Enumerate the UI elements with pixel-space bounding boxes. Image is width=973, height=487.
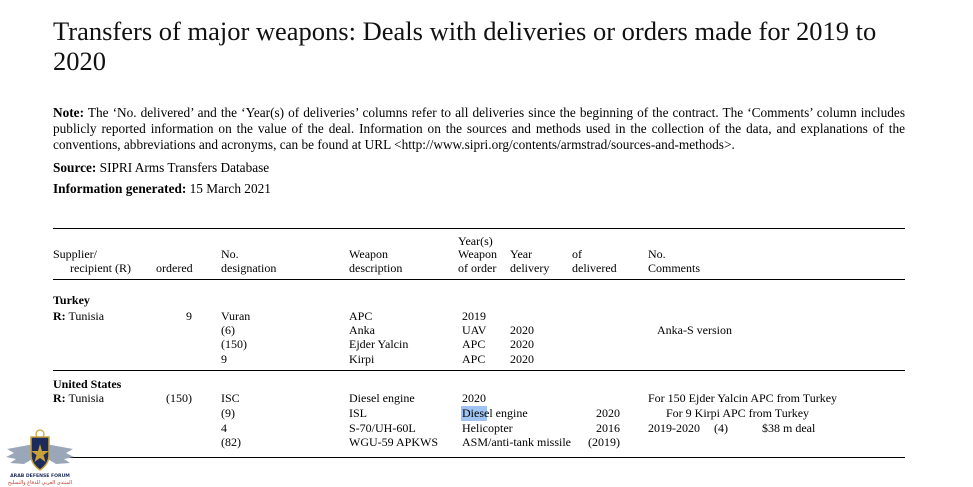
header-recipient: recipient (R) xyxy=(70,261,131,275)
cell-description: APC xyxy=(349,309,373,323)
cell-description: ISL xyxy=(349,406,367,420)
note-label: Note: xyxy=(53,105,85,120)
header-description: description xyxy=(349,261,403,275)
generated-line xyxy=(53,181,271,197)
note-paragraph xyxy=(53,105,905,153)
header-no-comments: No. xyxy=(648,247,666,261)
cell-designation: 9 xyxy=(221,352,227,366)
cell-description: Diesel engine xyxy=(349,391,415,405)
source-line xyxy=(53,160,269,176)
table-bottom-rule xyxy=(53,457,905,458)
cell-comments: Anka-S version xyxy=(657,323,732,337)
header-years: Year(s) xyxy=(458,234,493,248)
header-comments: Comments xyxy=(648,261,701,275)
logo-arabic-name: المنتدى العربي للدفاع والتسليح xyxy=(7,480,73,486)
header-delivered: delivered xyxy=(572,261,617,275)
cell-designation: (6) xyxy=(221,323,235,337)
cell-year-of-order: 2019 xyxy=(462,309,486,323)
recipient-cell xyxy=(53,391,104,405)
cell-year-delivery: 2020 xyxy=(510,323,534,337)
cell-ordered: 9 xyxy=(186,309,192,323)
source-text: SIPRI Arms Transfers Database xyxy=(99,160,270,175)
table-top-rule xyxy=(53,228,905,229)
header-year: Year xyxy=(510,247,533,261)
cell-year-delivery: 2020 xyxy=(510,337,534,351)
cell-delivered: 2016 xyxy=(596,421,620,435)
cell-year-of-order: ASM/anti-tank missile xyxy=(462,435,571,449)
header-of-order: of order xyxy=(458,261,497,275)
generated-date: 15 March 2021 xyxy=(189,181,271,196)
cell-comments: For 150 Ejder Yalcin APC from Turkey xyxy=(648,391,838,405)
cell-description: Ejder Yalcin xyxy=(349,337,409,351)
header-delivery: delivery xyxy=(510,261,550,275)
recipient-label: R: xyxy=(53,309,66,323)
cell-designation: (82) xyxy=(221,435,241,449)
cell-description: S-70/UH-60L xyxy=(349,421,416,435)
cell-delivered: 2020 xyxy=(596,406,620,420)
cell-description: WGU-59 APKWS xyxy=(349,435,438,449)
recipient-name: Tunisia xyxy=(68,391,105,405)
page-title: Transfers of major weapons: Deals with deliveries or orders made for 2019 to 2020 xyxy=(53,16,877,76)
cell-year-of-order: APC xyxy=(462,337,486,351)
cell-ordered: (150) xyxy=(166,391,192,405)
recipient-name: Tunisia xyxy=(68,309,105,323)
generated-label: Information generated: xyxy=(53,181,187,196)
arab-defense-forum-logo xyxy=(4,428,76,486)
cell-year-of-order: APC xyxy=(462,352,486,366)
cell-description: Anka xyxy=(349,323,375,337)
cell-designation: (9) xyxy=(221,406,235,420)
recipient-cell xyxy=(53,309,104,323)
cell-comments: 2019-2020 xyxy=(648,421,700,435)
header-ordered: ordered xyxy=(156,261,193,275)
supplier-name: Turkey xyxy=(53,293,90,307)
header-bottom-rule xyxy=(53,279,905,280)
logo-name: ARAB DEFENSE FORUM xyxy=(10,474,70,479)
cell-comments-value: $38 m deal xyxy=(762,421,816,435)
source-label: Source: xyxy=(53,160,97,175)
cell-year-of-order: Diesel engine xyxy=(462,406,528,420)
cell-designation: (150) xyxy=(221,337,247,351)
supplier-name: United States xyxy=(53,377,122,391)
cell-delivered: (2019) xyxy=(588,435,620,449)
header-designation: designation xyxy=(221,261,277,275)
header-weapon-order: Weapon xyxy=(458,247,498,261)
header-supplier: Supplier/ xyxy=(53,247,97,261)
cell-designation: 4 xyxy=(221,421,227,435)
header-no-designation: No. xyxy=(221,247,239,261)
note-text: The ‘No. delivered’ and the ‘Year(s) of deliveries’ columns refer to all deliveries since the beginning of the contract. The ‘Comments’ column includes publicly reported information on the value of the deal. Information on the sources and methods used in the collection of the data, and explanations of the conventions, abbreviations and acronyms, can be found at URL <http://www.sipri.org/contents/armstrad/sources-and-methods>. xyxy=(53,105,906,152)
cell-description: Kirpi xyxy=(349,352,375,366)
group-divider-rule xyxy=(53,370,905,371)
cell-comments-number: (4) xyxy=(714,421,728,435)
cell-year-of-order: 2020 xyxy=(462,391,486,405)
cell-comments: For 9 Kirpi APC from Turkey xyxy=(666,406,810,420)
cell-designation: Vuran xyxy=(221,309,251,323)
cell-year-of-order: UAV xyxy=(462,323,487,337)
cell-year-of-order: Helicopter xyxy=(462,421,513,435)
cell-year-delivery: 2020 xyxy=(510,352,534,366)
recipient-label: R: xyxy=(53,391,66,405)
header-weapon-description: Weapon xyxy=(349,247,389,261)
cell-designation: ISC xyxy=(221,391,240,405)
header-of: of xyxy=(572,247,582,261)
